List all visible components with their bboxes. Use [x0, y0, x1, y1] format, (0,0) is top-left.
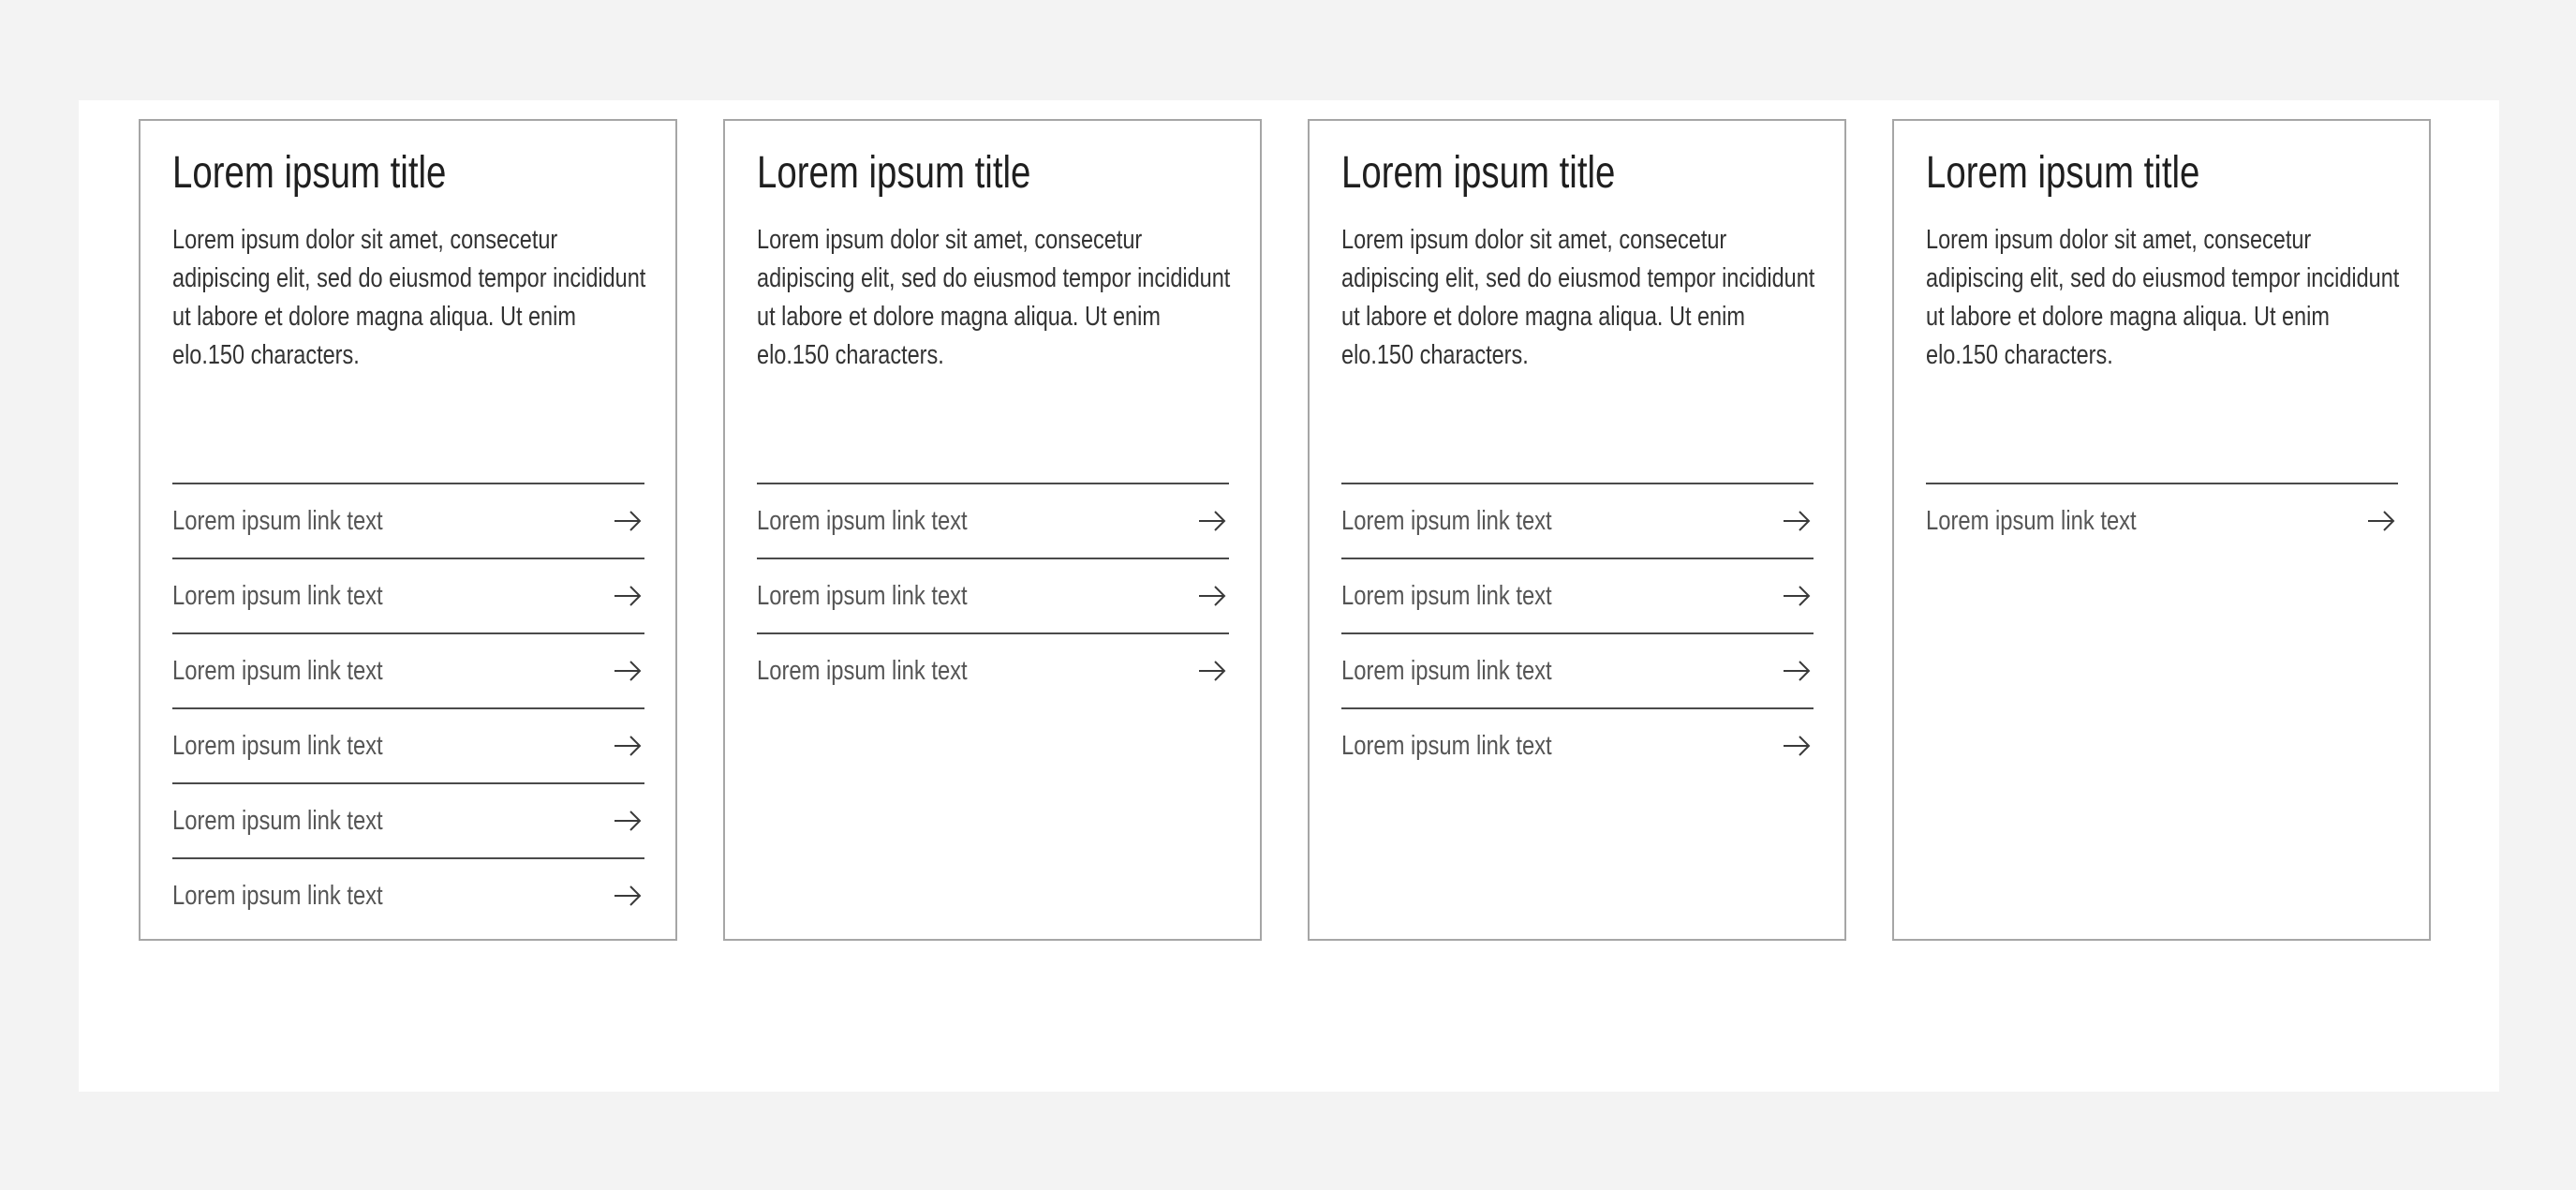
arrow-right-icon — [1782, 509, 1812, 533]
arrow-right-icon — [613, 659, 643, 683]
arrow-right-icon — [1197, 659, 1227, 683]
card-link[interactable] — [1926, 483, 2398, 558]
card-content — [757, 145, 1229, 939]
link-list — [1926, 483, 2398, 558]
card-link-label: Lorem ipsum link text — [1341, 730, 1552, 761]
link-list — [1341, 483, 1814, 782]
card-link[interactable] — [757, 632, 1229, 707]
link-card — [1308, 119, 1846, 941]
card-link-label: Lorem ipsum link text — [1341, 655, 1552, 686]
card-description: Lorem ipsum dolor sit amet, consecetur adipiscing elit, sed do eiusmod tempor incididunt ut labore et dolore magna aliqua. Ut enim elo.150 characters. — [1341, 225, 1815, 370]
content-panel — [79, 100, 2499, 1092]
arrow-right-icon — [613, 734, 643, 758]
card-content — [172, 145, 644, 939]
card-link[interactable] — [172, 782, 644, 857]
arrow-right-icon — [613, 884, 643, 908]
card-title: Lorem ipsum title — [757, 148, 1031, 198]
card-link-label: Lorem ipsum link text — [757, 505, 968, 536]
link-list — [757, 483, 1229, 707]
card-link[interactable] — [172, 558, 644, 632]
card-link[interactable] — [1341, 632, 1814, 707]
link-card — [723, 119, 1262, 941]
card-link[interactable] — [757, 558, 1229, 632]
card-content — [1341, 145, 1814, 939]
link-card — [139, 119, 677, 941]
card-title: Lorem ipsum title — [1926, 148, 2200, 198]
card-link-label: Lorem ipsum link text — [1926, 505, 2137, 536]
card-title: Lorem ipsum title — [172, 148, 447, 198]
card-link[interactable] — [172, 483, 644, 558]
card-link[interactable] — [757, 483, 1229, 558]
card-link-label: Lorem ipsum link text — [1341, 505, 1552, 536]
card-link-label: Lorem ipsum link text — [172, 505, 383, 536]
card-link-label: Lorem ipsum link text — [172, 805, 383, 836]
card-link-label: Lorem ipsum link text — [757, 655, 968, 686]
card-link[interactable] — [1341, 707, 1814, 782]
card-link-label: Lorem ipsum link text — [172, 730, 383, 761]
card-link[interactable] — [172, 632, 644, 707]
card-title: Lorem ipsum title — [1341, 148, 1616, 198]
card-link-label: Lorem ipsum link text — [172, 655, 383, 686]
card-content — [1926, 145, 2398, 939]
arrow-right-icon — [1782, 734, 1812, 758]
card-description: Lorem ipsum dolor sit amet, consecetur adipiscing elit, sed do eiusmod tempor incididunt ut labore et dolore magna aliqua. Ut enim elo.150 characters. — [172, 225, 646, 370]
card-description: Lorem ipsum dolor sit amet, consecetur adipiscing elit, sed do eiusmod tempor incididunt ut labore et dolore magna aliqua. Ut enim elo.150 characters. — [1926, 225, 2400, 370]
arrow-right-icon — [1197, 584, 1227, 608]
card-link-label: Lorem ipsum link text — [757, 580, 968, 611]
card-grid — [139, 119, 2431, 941]
card-link[interactable] — [172, 707, 644, 782]
card-description: Lorem ipsum dolor sit amet, consecetur adipiscing elit, sed do eiusmod tempor incididunt ut labore et dolore magna aliqua. Ut enim elo.150 characters. — [757, 225, 1231, 370]
arrow-right-icon — [1197, 509, 1227, 533]
card-link[interactable] — [1341, 483, 1814, 558]
card-link[interactable] — [172, 857, 644, 932]
arrow-right-icon — [613, 584, 643, 608]
arrow-right-icon — [1782, 659, 1812, 683]
arrow-right-icon — [2366, 509, 2396, 533]
arrow-right-icon — [1782, 584, 1812, 608]
card-link[interactable] — [1341, 558, 1814, 632]
arrow-right-icon — [613, 509, 643, 533]
link-list — [172, 483, 644, 932]
arrow-right-icon — [613, 809, 643, 833]
link-card — [1892, 119, 2431, 941]
card-link-label: Lorem ipsum link text — [1341, 580, 1552, 611]
card-link-label: Lorem ipsum link text — [172, 880, 383, 911]
card-link-label: Lorem ipsum link text — [172, 580, 383, 611]
